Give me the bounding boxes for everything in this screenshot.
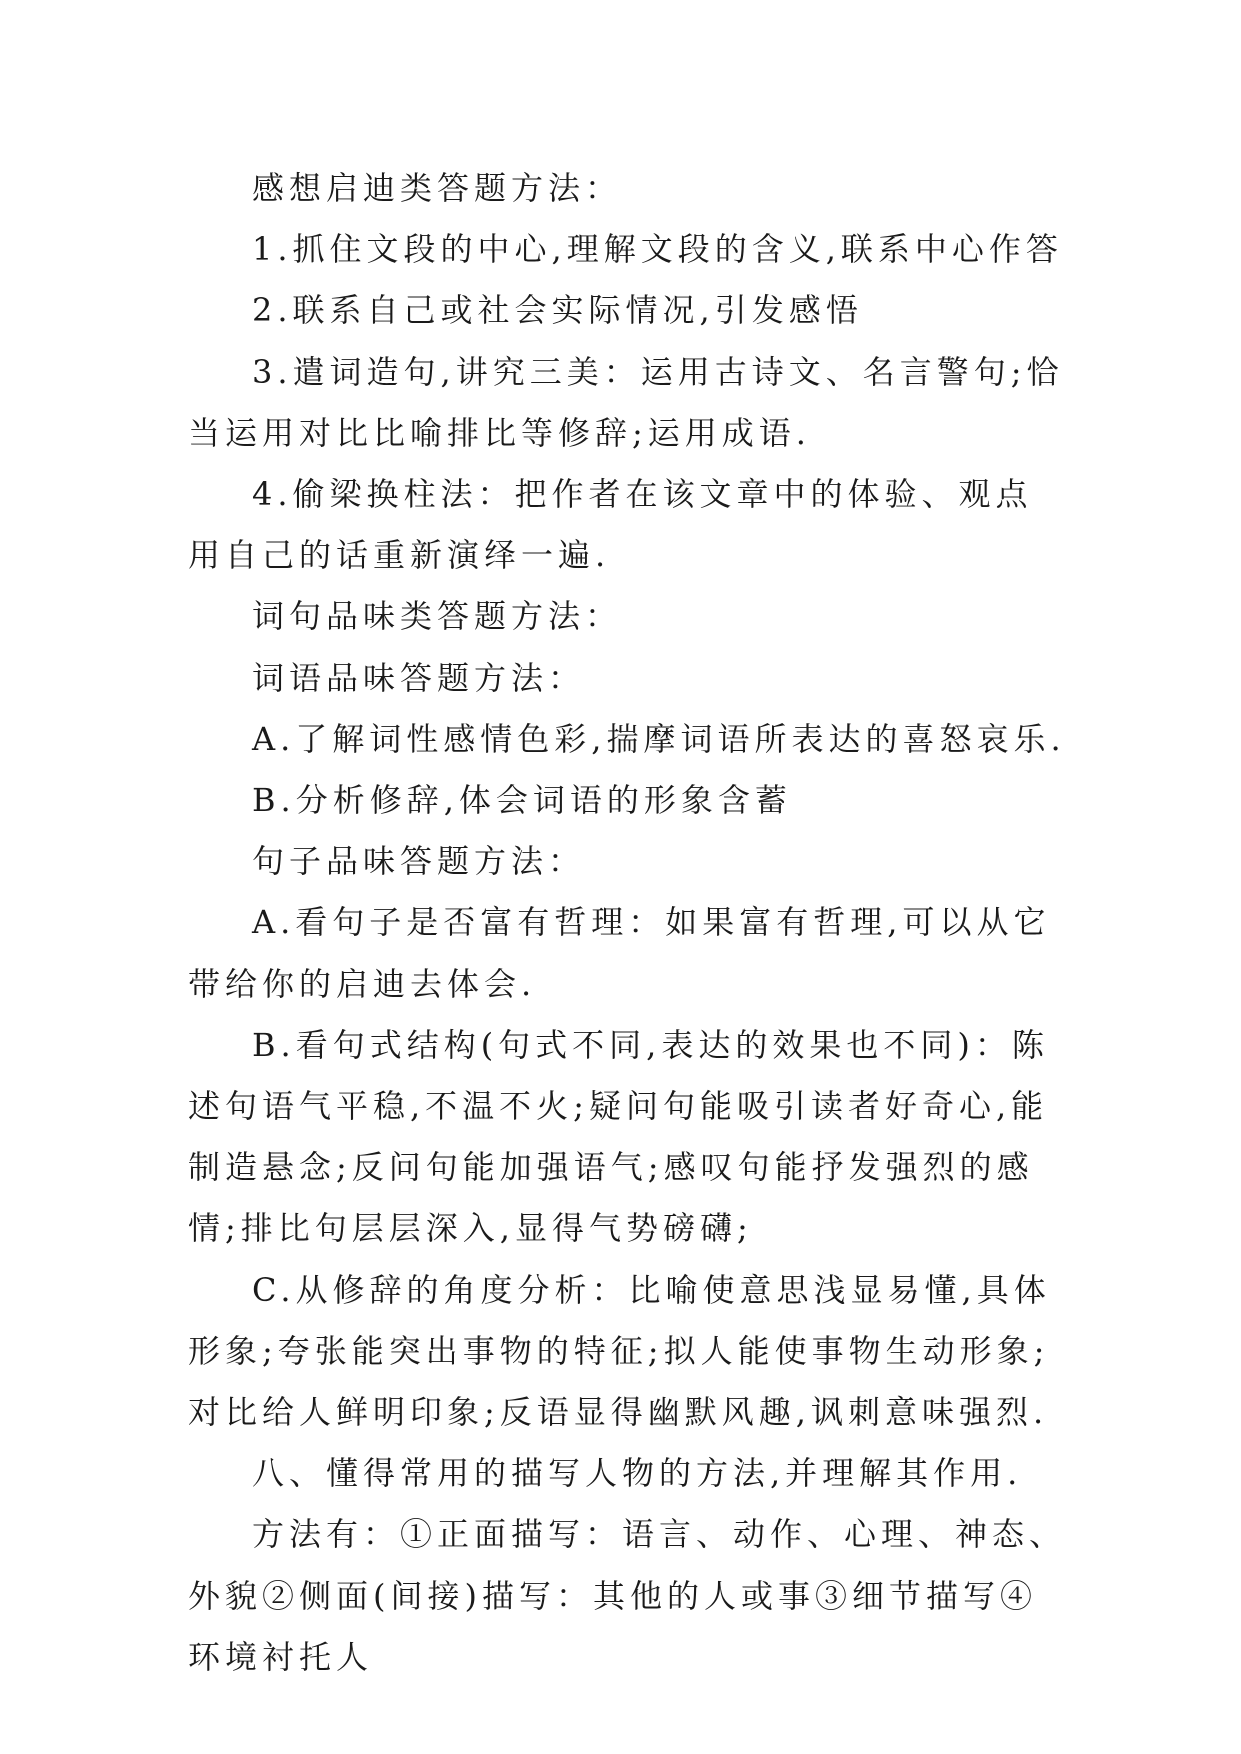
paragraph-item-4: 4.偷梁换柱法：把作者在该文章中的体验、观点用自己的话重新演绎一遍. xyxy=(188,475,1033,575)
paragraph-section-eight: 八、懂得常用的描写人物的方法,并理解其作用. xyxy=(252,1454,1023,1493)
paragraph-item-3: 3.遣词造句,讲究三美：运用古诗文、名言警句;恰当运用对比比喻排比等修辞;运用成语. xyxy=(188,352,1064,452)
paragraph-sentence-c: C.从修辞的角度分析：比喻使意思浅显易懂,具体形象;夸张能突出事物的特征;拟人能使事物生动形象;对比给人鲜明印象;反语显得幽默风趣,讽刺意味强烈. xyxy=(188,1270,1051,1432)
paragraph-methods-list: 方法有：①正面描写：语言、动作、心理、神态、外貌②侧面(间接)描写：其他的人或事③细节描写④环境衬托人 xyxy=(188,1515,1067,1676)
paragraph-item-1: 1.抓住文段的中心,理解文段的含义,联系中心作答 xyxy=(252,230,1063,269)
paragraph-heading-word-methods: 词语品味答题方法： xyxy=(252,658,586,697)
document-body xyxy=(188,158,1068,1688)
paragraph-sentence-b: B.看句式结构(句式不同,表达的效果也不同)：陈述句语气平稳,不温不火;疑问句能吸引读者好奇心,能制造悬念;反问句能加强语气;感叹句能抒发强烈的感情;排比句层层深入,显得气势磅礴; xyxy=(188,1025,1049,1248)
paragraph-sentence-a: A.看句子是否富有哲理：如果富有哲理,可以从它带给你的启迪去体会. xyxy=(188,903,1051,1003)
paragraph-item-2: 2.联系自己或社会实际情况,引发感悟 xyxy=(252,291,863,330)
paragraph-word-b: B.分析修辞,体会词语的形象含蓄 xyxy=(252,781,792,820)
paragraph-heading-insight-methods: 感想启迪类答题方法： xyxy=(252,169,623,207)
paragraph-heading-sentence-methods: 句子品味答题方法： xyxy=(252,842,586,881)
paragraph-heading-word-sentence: 词句品味类答题方法： xyxy=(252,597,623,636)
paragraph-word-a: A.了解词性感情色彩,揣摩词语所表达的喜怒哀乐. xyxy=(252,719,1066,758)
